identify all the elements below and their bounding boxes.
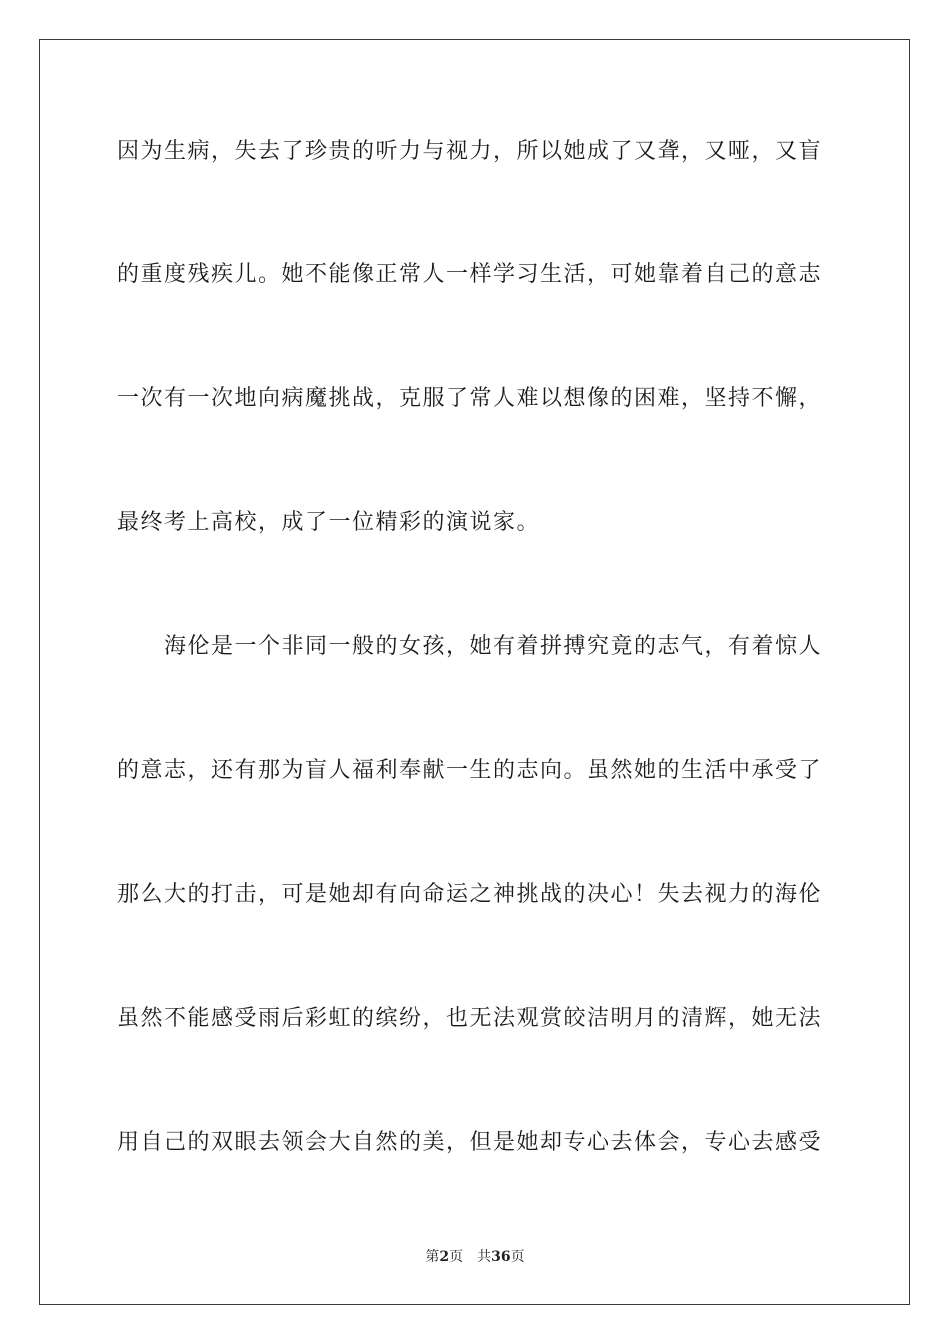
body-text-line-3: 一次有一次地向病魔挑战，克服了常人难以想像的困难，坚持不懈， [117,386,823,411]
body-text-line-1: 因为生病，失去了珍贵的听力与视力，所以她成了又聋，又哑，又盲 [117,139,823,164]
footer-page-current: 2 [439,1249,450,1265]
body-text-line-9: 用自己的双眼去领会大自然的美，但是她却专心去体会，专心去感受 [117,1130,823,1155]
page-border [39,39,910,1305]
body-text-line-5: 海伦是一个非同一般的女孩，她有着拼搏究竟的志气，有着惊人 [164,634,823,659]
body-text-line-6: 的意志，还有那为盲人福利奉献一生的志向。虽然她的生活中承受了 [117,758,823,783]
body-text-line-8: 虽然不能感受雨后彩虹的缤纷，也无法观赏皎洁明月的清辉，她无法 [117,1006,823,1031]
footer-page-prefix: 第 [425,1249,440,1265]
body-text-line-2: 的重度残疾儿。她不能像正常人一样学习生活，可她靠着自己的意志 [117,262,823,287]
footer-total-prefix: 共 [477,1249,492,1265]
footer-page-suffix: 页 [449,1249,464,1265]
footer-total-suffix: 页 [510,1249,525,1265]
footer-page-total: 36 [491,1249,511,1265]
body-text-line-4: 最终考上高校，成了一位精彩的演说家。 [117,510,541,535]
body-text-line-7: 那么大的打击，可是她却有向命运之神挑战的决心！失去视力的海伦 [117,882,823,907]
page-footer [0,1248,950,1266]
